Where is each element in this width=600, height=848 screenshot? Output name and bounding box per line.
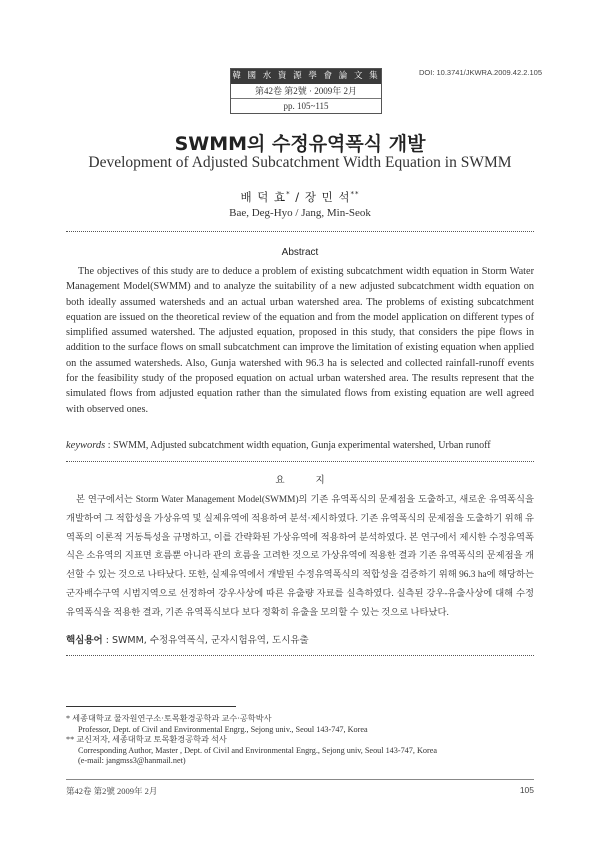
footnote-2-korean: ** 교신저자, 세종대학교 토목환경공학과 석사	[66, 735, 227, 745]
korean-abstract-heading: 요 지	[275, 475, 339, 486]
keywords-korean-text: SWMM, 수정유역폭식, 군자시험유역, 도시유출	[111, 635, 309, 646]
paper-title-korean: SWMM의 수정유역폭식 개발	[174, 133, 426, 155]
footnote-rule	[66, 706, 236, 707]
keywords-korean-separator: :	[102, 635, 112, 646]
doi-label: DOI: 10.3741/JKWRA.2009.42.2.105	[419, 68, 542, 77]
keywords-line	[66, 440, 546, 451]
author-1-name: 배 덕 효	[240, 190, 287, 204]
paper-title-english: Development of Adjusted Subcatchment Width Equation in SWMM	[88, 154, 512, 171]
footnote-1-korean: * 세종대학교 물자원연구소·토목환경공학과 교수·공학박사	[66, 714, 272, 723]
author-2-mark: **	[350, 190, 360, 199]
divider-bottom	[66, 655, 534, 656]
keywords-label: keywords	[66, 440, 106, 451]
journal-box	[230, 68, 382, 114]
footnote-2-email: (e-mail: jangmss3@hanmail.net)	[78, 756, 186, 766]
keywords-korean-label: 핵심용어	[66, 635, 103, 646]
journal-name: 韓 國 水 資 源 學 會 論 文 集	[231, 69, 381, 84]
author-1-mark: *	[286, 190, 291, 199]
author-2-name: 장 민 석	[304, 190, 351, 204]
abstract-heading: Abstract	[281, 247, 319, 258]
keywords-text: SWMM, Adjusted subcatchment width equation, Gunja experimental watershed, Urban runoff	[113, 440, 491, 451]
keywords-korean-line	[66, 632, 309, 646]
journal-pages: pp. 105~115	[231, 98, 381, 113]
footnote-1-english: Professor, Dept. of Civil and Environmental Engrg., Sejong univ., Seoul 143-747, Korea	[78, 724, 368, 734]
korean-abstract-body: 본 연구에서는 Storm Water Management Model(SWMM)의 기존 유역폭식의 문제점을 도출하고, 새로운 유역폭식을 개발하여 그 적합성을 가상유역 및 실제유역에 적용하여 분석·제시하였다. 기존 유역폭식의 문제점을 도출하기 위해 유역폭의 이론적 거동특성을 규명하고, 이를 간략화된 가상유역에 적용하여 분석하였다. 본 연구에서 제시한 수정유역폭식은 소유역의 지표면 흐름뿐 아니라 관의 흐름을 고려한 것으로 가상유역에 적용한 결과 기존 유역폭식의 문제점을 개선할 수 있는 것으로 나타났다. 또한, 실제유역에서 개발된 수정유역폭식의 적합성을 검증하기 위해 96.3 ha에 해당하는 군자배수구역 시범지역으로 선정하여 강우사상에 따른 유출량 자료를 실측하였다. 실측된 강우-유출사상에 대해 수정유역폭식을 적용한 결과, 기존 유역폭식보다 보다 정확히 유출을 모의할 수 있는 것으로 나타났다.	[66, 495, 534, 618]
divider-middle	[66, 461, 534, 462]
authors-korean	[0, 189, 600, 205]
author-separator: /	[290, 190, 305, 204]
abstract-body: The objectives of this study are to deduce a problem of existing subcatchment width equation in Storm Water Management Model(SWMM) and to analyze the suitability of a new adjusted subcatchment width equation on both ideally assumed watersheds and an actual urban watershed area. The problems of existing subcatchment equation are issued on the theoretical review of the equation and from the model application on different types of simplified assumed watershed. The adjusted equation, proposed in this study, that considers the pipe flows in addition to the surface flows on small subcatchment can improve the limitation of existing equation when applied on the assumed watersheds. Also, Gunja watershed with 96.3 ha is selected and collected rainfall-runoff events for the feasibility study of the proposed equation on actual urban watershed area. The results represent that the simulated flows from adjusted equation rather than the simulated flows from existing equation are well agreed with observed ones.	[66, 266, 534, 415]
footnotes	[66, 714, 536, 767]
footnote-2-english: Corresponding Author, Master , Dept. of Civil and Environmental Engrg., Sejong univ, Seoul 143-747, Korea	[78, 745, 437, 755]
journal-issue: 第42卷 第2號 · 2009年 2月	[255, 86, 357, 96]
divider-top	[66, 231, 534, 232]
authors-english: Bae, Deg-Hyo / Jang, Min-Seok	[229, 207, 371, 219]
page-number: 105	[519, 785, 534, 795]
footer-issue: 第42卷 第2號 2009年 2月	[66, 786, 158, 796]
footer-rule	[66, 779, 534, 780]
keywords-separator: :	[105, 440, 114, 451]
